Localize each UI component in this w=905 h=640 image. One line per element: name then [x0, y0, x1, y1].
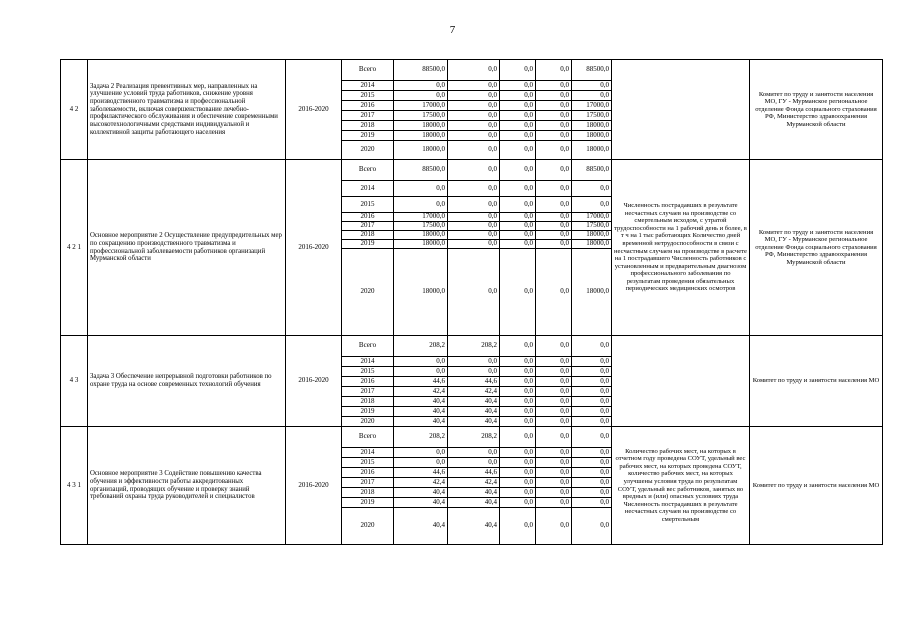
value-cell: 0,0 — [536, 458, 572, 468]
value-cell: 0,0 — [536, 131, 572, 141]
value-cell: 0,0 — [536, 407, 572, 417]
year-cell: 2014 — [342, 448, 394, 458]
year-cell: Всего — [342, 427, 394, 448]
value-cell: 17500,0 — [572, 111, 612, 121]
value-cell: 0,0 — [448, 81, 500, 91]
value-cell: 18000,0 — [572, 249, 612, 336]
value-cell: 17500,0 — [394, 222, 448, 231]
year-cell: 2019 — [342, 407, 394, 417]
value-cell: 17500,0 — [572, 222, 612, 231]
value-cell: 17000,0 — [572, 101, 612, 111]
value-cell: 0,0 — [500, 377, 536, 387]
value-cell: 0,0 — [536, 478, 572, 488]
value-cell: 42,4 — [448, 387, 500, 397]
value-cell: 0,0 — [500, 141, 536, 160]
value-cell: 88500,0 — [572, 160, 612, 181]
value-cell: 17000,0 — [394, 101, 448, 111]
year-cell: 2020 — [342, 417, 394, 427]
value-cell: 0,0 — [536, 111, 572, 121]
value-cell: 0,0 — [572, 427, 612, 448]
value-cell: 0,0 — [572, 336, 612, 357]
value-cell: 18000,0 — [572, 240, 612, 249]
value-cell: 0,0 — [572, 367, 612, 377]
value-cell: 40,4 — [448, 508, 500, 545]
year-cell: 2018 — [342, 488, 394, 498]
value-cell: 0,0 — [536, 336, 572, 357]
value-cell: 18000,0 — [572, 131, 612, 141]
value-cell: 0,0 — [536, 397, 572, 407]
year-cell: 2018 — [342, 397, 394, 407]
value-cell: 42,4 — [394, 478, 448, 488]
value-cell: 17000,0 — [572, 213, 612, 222]
value-cell: 0,0 — [572, 508, 612, 545]
value-cell: 0,0 — [500, 121, 536, 131]
value-cell: 0,0 — [500, 240, 536, 249]
value-cell: 0,0 — [500, 478, 536, 488]
value-cell: 42,4 — [448, 478, 500, 488]
responsible-cell: Комитет по труду и занятости населения МО, ГУ - Мурманское региональное отделение Фонда социального страхования РФ, Министерство здравоохранения Мурманской области — [750, 160, 883, 336]
value-cell: 0,0 — [500, 498, 536, 508]
value-cell: 0,0 — [448, 240, 500, 249]
task-cell — [88, 160, 286, 336]
value-cell: 0,0 — [536, 231, 572, 240]
row-number: 4 3 1 — [61, 427, 88, 545]
year-cell: 2020 — [342, 508, 394, 545]
period: 2016-2020 — [286, 60, 342, 160]
value-cell: 0,0 — [536, 367, 572, 377]
value-cell: 0,0 — [536, 121, 572, 131]
value-cell: 0,0 — [500, 357, 536, 367]
value-cell: 0,0 — [448, 141, 500, 160]
value-cell: 0,0 — [572, 387, 612, 397]
value-cell: 0,0 — [448, 131, 500, 141]
table-row — [61, 160, 883, 181]
value-cell: 0,0 — [572, 181, 612, 197]
value-cell: 0,0 — [500, 458, 536, 468]
value-cell: 40,4 — [448, 397, 500, 407]
year-cell: 2020 — [342, 141, 394, 160]
value-cell: 0,0 — [448, 60, 500, 81]
value-cell: 18000,0 — [394, 240, 448, 249]
value-cell: 0,0 — [536, 60, 572, 81]
value-cell: 0,0 — [536, 101, 572, 111]
value-cell: 0,0 — [500, 427, 536, 448]
value-cell: 18000,0 — [572, 141, 612, 160]
value-cell: 0,0 — [500, 417, 536, 427]
value-cell: 0,0 — [394, 458, 448, 468]
task-description: Основное мероприятие 3 Содействие повышению качества обучения и эффективности работы аккредитованных организаций, проводящих обучение и проверку знаний требований охраны труда руководителей и специалистов — [90, 470, 262, 501]
value-cell: 0,0 — [500, 367, 536, 377]
value-cell: 0,0 — [394, 448, 448, 458]
value-cell: 0,0 — [448, 213, 500, 222]
value-cell: 0,0 — [536, 508, 572, 545]
value-cell: 208,2 — [394, 336, 448, 357]
year-cell: 2016 — [342, 213, 394, 222]
year-cell: 2018 — [342, 231, 394, 240]
value-cell: 0,0 — [536, 417, 572, 427]
value-cell: 0,0 — [394, 91, 448, 101]
value-cell: 40,4 — [394, 498, 448, 508]
task-description: Задача 2 Реализация превентивных мер, направленных на улучшение условий труда работников, снижение уровня производственного травматизма и профессиональной заболеваемости, включая совершенствование лечебно-профилактического обслуживания и обеспечение современными высокотехнологичными средствами индивидуальной и коллективной защиты работающего населения — [90, 82, 278, 136]
value-cell: 44,6 — [448, 377, 500, 387]
value-cell: 0,0 — [448, 121, 500, 131]
year-cell: 2019 — [342, 131, 394, 141]
year-cell: 2016 — [342, 468, 394, 478]
value-cell: 0,0 — [536, 213, 572, 222]
value-cell: 0,0 — [536, 357, 572, 367]
value-cell: 0,0 — [394, 357, 448, 367]
task-description: Задача 3 Обеспечение непрерывной подготовки работников по охране труда на основе современных технологий обучения — [90, 373, 272, 388]
value-cell: 17000,0 — [394, 213, 448, 222]
value-cell: 40,4 — [448, 498, 500, 508]
value-cell: 40,4 — [448, 417, 500, 427]
value-cell: 18000,0 — [394, 249, 448, 336]
value-cell: 0,0 — [500, 91, 536, 101]
year-cell: 2015 — [342, 197, 394, 213]
value-cell: 0,0 — [536, 249, 572, 336]
value-cell: 0,0 — [500, 181, 536, 197]
row-number: 4 2 — [61, 60, 88, 160]
year-cell: 2015 — [342, 458, 394, 468]
year-cell: 2020 — [342, 249, 394, 336]
value-cell: 0,0 — [394, 367, 448, 377]
value-cell: 0,0 — [536, 427, 572, 448]
value-cell: 0,0 — [536, 240, 572, 249]
responsible-cell: Комитет по труду и занятости населения МО — [750, 427, 883, 545]
value-cell: 0,0 — [536, 488, 572, 498]
value-cell: 18000,0 — [394, 121, 448, 131]
value-cell: 0,0 — [394, 181, 448, 197]
year-cell: 2015 — [342, 367, 394, 377]
value-cell: 0,0 — [448, 357, 500, 367]
value-cell: 0,0 — [500, 131, 536, 141]
value-cell: 0,0 — [536, 377, 572, 387]
value-cell: 0,0 — [572, 468, 612, 478]
value-cell: 0,0 — [500, 60, 536, 81]
year-cell: 2015 — [342, 91, 394, 101]
year-cell: 2016 — [342, 101, 394, 111]
year-cell: Всего — [342, 336, 394, 357]
period: 2016-2020 — [286, 427, 342, 545]
value-cell: 0,0 — [536, 222, 572, 231]
value-cell: 40,4 — [394, 407, 448, 417]
value-cell: 40,4 — [448, 407, 500, 417]
value-cell: 88500,0 — [394, 60, 448, 81]
value-cell: 0,0 — [448, 160, 500, 181]
value-cell: 40,4 — [394, 417, 448, 427]
value-cell: 0,0 — [500, 336, 536, 357]
value-cell: 0,0 — [500, 508, 536, 545]
value-cell: 0,0 — [536, 197, 572, 213]
task-cell — [88, 427, 286, 545]
year-cell: Всего — [342, 160, 394, 181]
year-cell: 2014 — [342, 357, 394, 367]
value-cell: 0,0 — [394, 81, 448, 91]
value-cell: 0,0 — [536, 141, 572, 160]
value-cell: 0,0 — [572, 488, 612, 498]
value-cell: 18000,0 — [394, 231, 448, 240]
year-cell: 2019 — [342, 498, 394, 508]
value-cell: 0,0 — [572, 478, 612, 488]
row-number: 4 3 — [61, 336, 88, 427]
value-cell: 18000,0 — [394, 141, 448, 160]
year-cell: 2014 — [342, 81, 394, 91]
value-cell: 18000,0 — [572, 231, 612, 240]
value-cell: 0,0 — [572, 498, 612, 508]
year-cell: 2017 — [342, 387, 394, 397]
table-row — [61, 60, 883, 81]
task-cell — [88, 336, 286, 427]
indicator-cell: Численность пострадавших в результате несчастных случаев на производстве со смертельным исходом, с утратой трудоспособности на 1 рабочий день и более, в т ч на 1 тыс работающих Количество дней временной нетрудоспособности в связи с несчастным случаем на производстве в расчете на 1 пострадавшего Численность работников с установленным и предварительным диагнозом профессионального заболевания по результатам проведения обязательных периодических медицинских осмотров — [612, 160, 750, 336]
value-cell: 18000,0 — [394, 131, 448, 141]
row-number: 4 2 1 — [61, 160, 88, 336]
value-cell: 208,2 — [448, 427, 500, 448]
table-row — [61, 336, 883, 357]
indicator-cell: Количество рабочих мест, на которых в отчетном году проведена СОУТ, удельный вес рабочих мест, на которых проведена СОУТ, количество рабочих мест, на которых улучшены условия труда по результатам СОУТ, удельный вес работников, занятых во вредных и (или) опасных условиях труда Численность пострадавших в результате несчастных случаев на производстве со смертельным — [612, 427, 750, 545]
responsible-cell: Комитет по труду и занятости населения МО — [750, 336, 883, 427]
value-cell: 0,0 — [500, 249, 536, 336]
period: 2016-2020 — [286, 336, 342, 427]
year-cell: Всего — [342, 60, 394, 81]
value-cell: 0,0 — [500, 448, 536, 458]
value-cell: 88500,0 — [394, 160, 448, 181]
value-cell: 0,0 — [536, 468, 572, 478]
value-cell: 0,0 — [448, 367, 500, 377]
value-cell: 0,0 — [448, 231, 500, 240]
year-cell: 2017 — [342, 222, 394, 231]
task-cell — [88, 60, 286, 160]
value-cell: 0,0 — [572, 197, 612, 213]
value-cell: 0,0 — [500, 407, 536, 417]
value-cell: 208,2 — [394, 427, 448, 448]
table-row — [61, 427, 883, 448]
value-cell: 0,0 — [500, 213, 536, 222]
value-cell: 0,0 — [448, 249, 500, 336]
value-cell: 0,0 — [572, 81, 612, 91]
value-cell: 0,0 — [500, 231, 536, 240]
value-cell: 0,0 — [572, 377, 612, 387]
value-cell: 40,4 — [448, 488, 500, 498]
value-cell: 0,0 — [500, 468, 536, 478]
value-cell: 0,0 — [500, 160, 536, 181]
value-cell: 0,0 — [572, 397, 612, 407]
value-cell: 42,4 — [394, 387, 448, 397]
value-cell: 0,0 — [394, 197, 448, 213]
task-description: Основное мероприятие 2 Осуществление предупредительных мер по сокращению производственного травматизма и профессиональной заболеваемости работников организаций Мурманской области — [90, 232, 282, 263]
value-cell: 0,0 — [448, 448, 500, 458]
value-cell: 40,4 — [394, 508, 448, 545]
value-cell: 44,6 — [448, 468, 500, 478]
value-cell: 88500,0 — [572, 60, 612, 81]
year-cell: 2014 — [342, 181, 394, 197]
year-cell: 2019 — [342, 240, 394, 249]
indicator-cell — [612, 336, 750, 427]
responsible-cell: Комитет по труду и занятости населения МО, ГУ - Мурманское региональное отделение Фонда социального страхования РФ, Министерство здравоохранения Мурманской области — [750, 60, 883, 160]
indicator-cell — [612, 60, 750, 160]
value-cell: 0,0 — [500, 488, 536, 498]
value-cell: 0,0 — [448, 111, 500, 121]
value-cell: 0,0 — [448, 222, 500, 231]
value-cell: 0,0 — [448, 197, 500, 213]
value-cell: 0,0 — [500, 387, 536, 397]
value-cell: 0,0 — [448, 181, 500, 197]
value-cell: 0,0 — [572, 91, 612, 101]
page-number: 7 — [449, 24, 456, 36]
value-cell: 0,0 — [572, 448, 612, 458]
value-cell: 208,2 — [448, 336, 500, 357]
value-cell: 0,0 — [536, 387, 572, 397]
value-cell: 0,0 — [536, 498, 572, 508]
year-cell: 2017 — [342, 111, 394, 121]
value-cell: 0,0 — [536, 448, 572, 458]
value-cell: 18000,0 — [572, 121, 612, 131]
value-cell: 0,0 — [572, 417, 612, 427]
value-cell: 0,0 — [500, 81, 536, 91]
value-cell: 0,0 — [536, 91, 572, 101]
value-cell: 0,0 — [536, 181, 572, 197]
value-cell: 17500,0 — [394, 111, 448, 121]
year-cell: 2018 — [342, 121, 394, 131]
value-cell: 44,6 — [394, 468, 448, 478]
value-cell: 0,0 — [500, 197, 536, 213]
year-cell: 2017 — [342, 478, 394, 488]
value-cell: 44,6 — [394, 377, 448, 387]
value-cell: 0,0 — [536, 160, 572, 181]
value-cell: 0,0 — [448, 458, 500, 468]
value-cell: 0,0 — [572, 407, 612, 417]
value-cell: 0,0 — [448, 91, 500, 101]
value-cell: 0,0 — [572, 458, 612, 468]
value-cell: 40,4 — [394, 397, 448, 407]
value-cell: 0,0 — [536, 81, 572, 91]
value-cell: 0,0 — [500, 101, 536, 111]
year-cell: 2016 — [342, 377, 394, 387]
value-cell: 0,0 — [500, 222, 536, 231]
value-cell: 0,0 — [572, 357, 612, 367]
period: 2016-2020 — [286, 160, 342, 336]
value-cell: 0,0 — [500, 397, 536, 407]
value-cell: 40,4 — [394, 488, 448, 498]
value-cell: 0,0 — [500, 111, 536, 121]
value-cell: 0,0 — [448, 101, 500, 111]
program-table — [60, 59, 883, 545]
